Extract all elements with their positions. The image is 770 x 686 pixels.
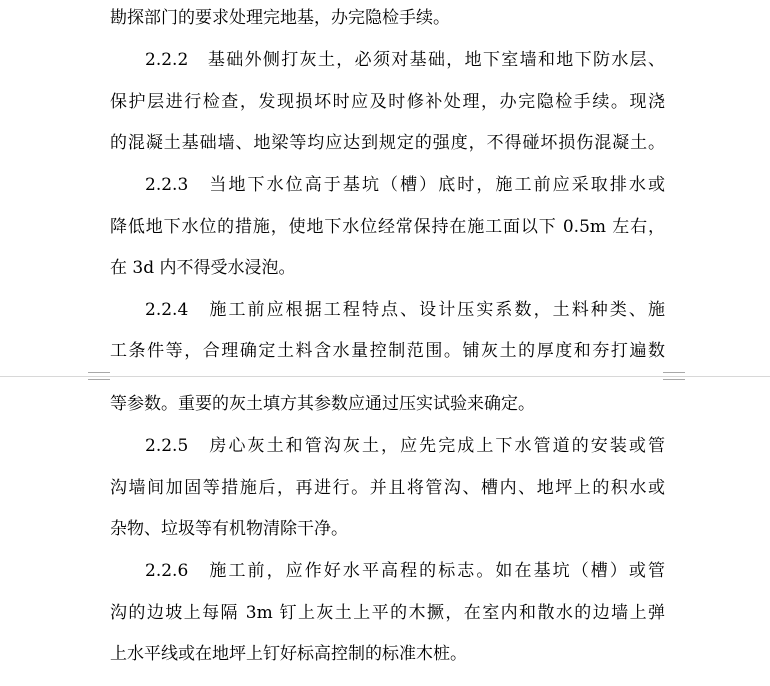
section-2-2-6-line: 2.2.6 施工前，应作好水平高程的标志。如在基坑（槽）或管 (145, 561, 665, 581)
right-margin-marker-icon (663, 372, 685, 380)
text-line: 等参数。重要的灰土填方其参数应通过压实试验来确定。 (110, 394, 535, 414)
text-line: 沟墙间加固等措施后，再进行。并且将管沟、槽内、地坪上的积水或 (110, 478, 665, 498)
text-line: 降低地下水位的措施，使地下水位经常保持在施工面以下 0.5m 左右， (110, 217, 665, 237)
text-line: 杂物、垃圾等有机物清除干净。 (110, 519, 348, 539)
text-line: 沟的边坡上每隔 3m 钉上灰土上平的木撅，在室内和散水的边墙上弹 (110, 603, 665, 623)
section-2-2-2-line: 2.2.2 基础外侧打灰土，必须对基础，地下室墙和地下防水层、 (145, 50, 665, 70)
text-line: 上水平线或在地坪上钉好标高控制的标准木桩。 (110, 644, 467, 664)
text-line: 勘探部门的要求处理完地基，办完隐检手续。 (110, 8, 450, 28)
section-2-2-4-line: 2.2.4 施工前应根据工程特点、设计压实系数，土料种类、施 (145, 300, 665, 320)
section-2-2-3-line: 2.2.3 当地下水位高于基坑（槽）底时，施工前应采取排水或 (145, 175, 665, 195)
text-line: 保护层进行检查，发现损坏时应及时修补处理，办完隐检手续。现浇 (110, 92, 665, 112)
section-2-2-5-line: 2.2.5 房心灰土和管沟灰土，应先完成上下水管道的安装或管 (145, 436, 665, 456)
text-line: 在 3d 内不得受水浸泡。 (110, 258, 296, 278)
text-line: 工条件等，合理确定土料含水量控制范围。铺灰土的厚度和夯打遍数 (110, 341, 665, 361)
left-margin-marker-icon (88, 372, 110, 380)
page-break-line (0, 376, 770, 377)
text-line: 的混凝土基础墙、地梁等均应达到规定的强度，不得碰坏损伤混凝土。 (110, 133, 665, 153)
